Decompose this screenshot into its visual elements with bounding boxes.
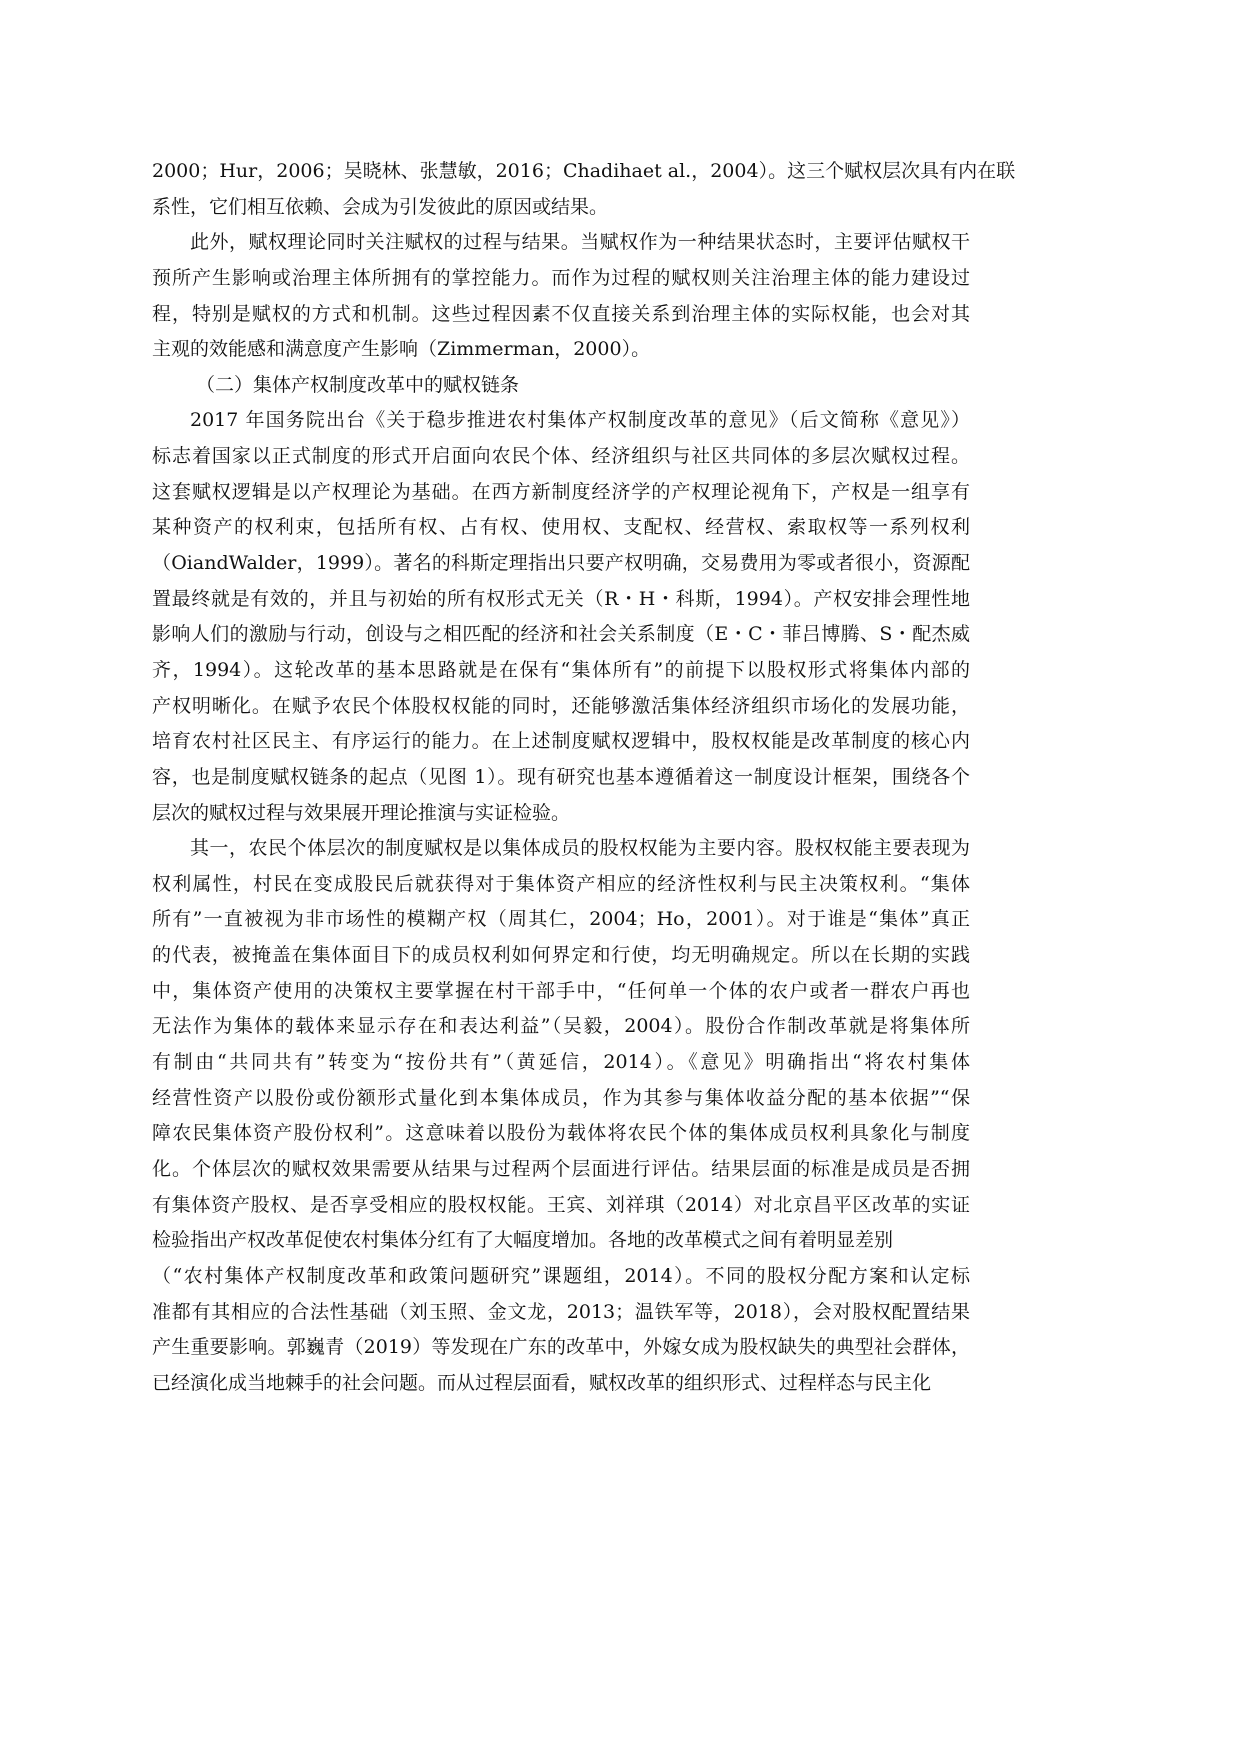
text-line: 这套赋权逻辑是以产权理论为基础。在西方新制度经济学的产权理论视角下，产权是一组享有 [152, 480, 970, 503]
text-line: 的代表，被掩盖在集体面目下的成员权利如何界定和行使，均无明确规定。所以在长期的实践 [152, 944, 970, 967]
text-line: 某种资产的权利束，包括所有权、占有权、使用权、支配权、经营权、索取权等一系列权利 [152, 516, 970, 539]
text-line: 检验指出产权改革促使农村集体分红有了大幅度增加。各地的改革模式之间有着明显差别 [152, 1229, 894, 1252]
text-line: 产权明晰化。在赋予农民个体股权权能的同时，还能够激活集体经济组织市场化的发展功能， [152, 694, 970, 717]
text-line: 中，集体资产使用的决策权主要掌握在村干部手中，“任何单一个体的农户或者一群农户再也 [152, 979, 970, 1002]
text-line: 准都有其相应的合法性基础（刘玉照、金文龙，2013；温铁军等，2018），会对股权配置结果 [152, 1300, 970, 1323]
heading-text: （二）集体产权制度改革中的赋权链条 [196, 373, 520, 396]
paragraph [152, 225, 970, 368]
paragraph [152, 154, 1016, 225]
text-line: 2000；Hur，2006；吴晓林、张慧敏，2016；Chadihaet al.，2004）。这三个赋权层次具有内在联 [152, 160, 1016, 182]
text-line: 层次的赋权过程与效果展开理论推演与实证检验。 [152, 801, 571, 824]
text-line: 权利属性，村民在变成股民后就获得对于集体资产相应的经济性权利与民主决策权利。“集体 [152, 872, 970, 895]
text-line: 系性，它们相互依赖、会成为引发彼此的原因或结果。 [152, 195, 609, 218]
text-line: 有集体资产股权、是否享受相应的股权权能。王宾、刘祥琪（2014）对北京昌平区改革的实证 [152, 1193, 970, 1216]
text-line: 障农民集体资产股份权利”。这意味着以股份为载体将农民个体的集体成员权利具象化与制度 [152, 1122, 970, 1145]
text-line: 主观的效能感和满意度产生影响（Zimmerman，2000）。 [152, 338, 651, 361]
text-line: 已经演化成当地棘手的社会问题。而从过程层面看，赋权改革的组织形式、过程样态与民主化 [152, 1371, 932, 1394]
text-line: 影响人们的激励与行动，创设与之相匹配的经济和社会关系制度（E・C・菲吕博腾、S・配杰威 [152, 623, 970, 646]
text-line: 标志着国家以正式制度的形式开启面向农民个体、经济组织与社区共同体的多层次赋权过程。 [152, 445, 970, 468]
document-page [152, 154, 1016, 1401]
text-line: 所有”一直被视为非市场性的模糊产权（周其仁，2004；Ho，2001）。对于谁是“集体”真正 [152, 908, 970, 931]
paragraph [152, 403, 970, 831]
text-line: 培育农村社区民主、有序运行的能力。在上述制度赋权逻辑中，股权权能是改革制度的核心内 [152, 730, 970, 753]
text-line: 置最终就是有效的，并且与初始的所有权形式无关（R・H・科斯，1994）。产权安排会理性地 [152, 587, 970, 610]
text-line: 齐，1994）。这轮改革的基本思路就是在保有“集体所有”的前提下以股权形式将集体内部的 [152, 658, 970, 681]
text-line: （“农村集体产权制度改革和政策问题研究”课题组，2014）。不同的股权分配方案和认定标 [152, 1264, 970, 1287]
text-line: 容，也是制度赋权链条的起点（见图 1）。现有研究也基本遵循着这一制度设计框架，围绕各个 [152, 765, 970, 788]
text-line: 2017 年国务院出台《关于稳步推进农村集体产权制度改革的意见》（后文简称《意见》） [190, 409, 970, 432]
text-line: 其一，农民个体层次的制度赋权是以集体成员的股权权能为主要内容。股权权能主要表现为 [190, 837, 970, 860]
text-line: 经营性资产以股份或份额形式量化到本集体成员，作为其参与集体收益分配的基本依据”“保 [152, 1086, 970, 1109]
text-line: 有制由“共同共有”转变为“按份共有”（黄延信，2014）。《意见》明确指出“将农村集体 [152, 1051, 970, 1074]
text-line: 程，特别是赋权的方式和机制。这些过程因素不仅直接关系到治理主体的实际权能，也会对其 [152, 302, 970, 325]
text-line: （OiandWalder，1999）。著名的科斯定理指出只要产权明确，交易费用为零或者很小，资源配 [152, 552, 970, 575]
text-line: 化。个体层次的赋权效果需要从结果与过程两个层面进行评估。结果层面的标准是成员是否拥 [152, 1157, 970, 1180]
section-heading [152, 368, 970, 404]
text-line: 无法作为集体的载体来显示存在和表达利益”（吴毅，2004）。股份合作制改革就是将集体所 [152, 1015, 970, 1038]
paragraph [152, 831, 970, 1401]
text-line: 产生重要影响。郭巍青（2019）等发现在广东的改革中，外嫁女成为股权缺失的典型社会群体， [152, 1336, 970, 1359]
text-line: 此外，赋权理论同时关注赋权的过程与结果。当赋权作为一种结果状态时，主要评估赋权干 [190, 231, 970, 254]
text-line: 预所产生影响或治理主体所拥有的掌控能力。而作为过程的赋权则关注治理主体的能力建设过 [152, 266, 970, 289]
